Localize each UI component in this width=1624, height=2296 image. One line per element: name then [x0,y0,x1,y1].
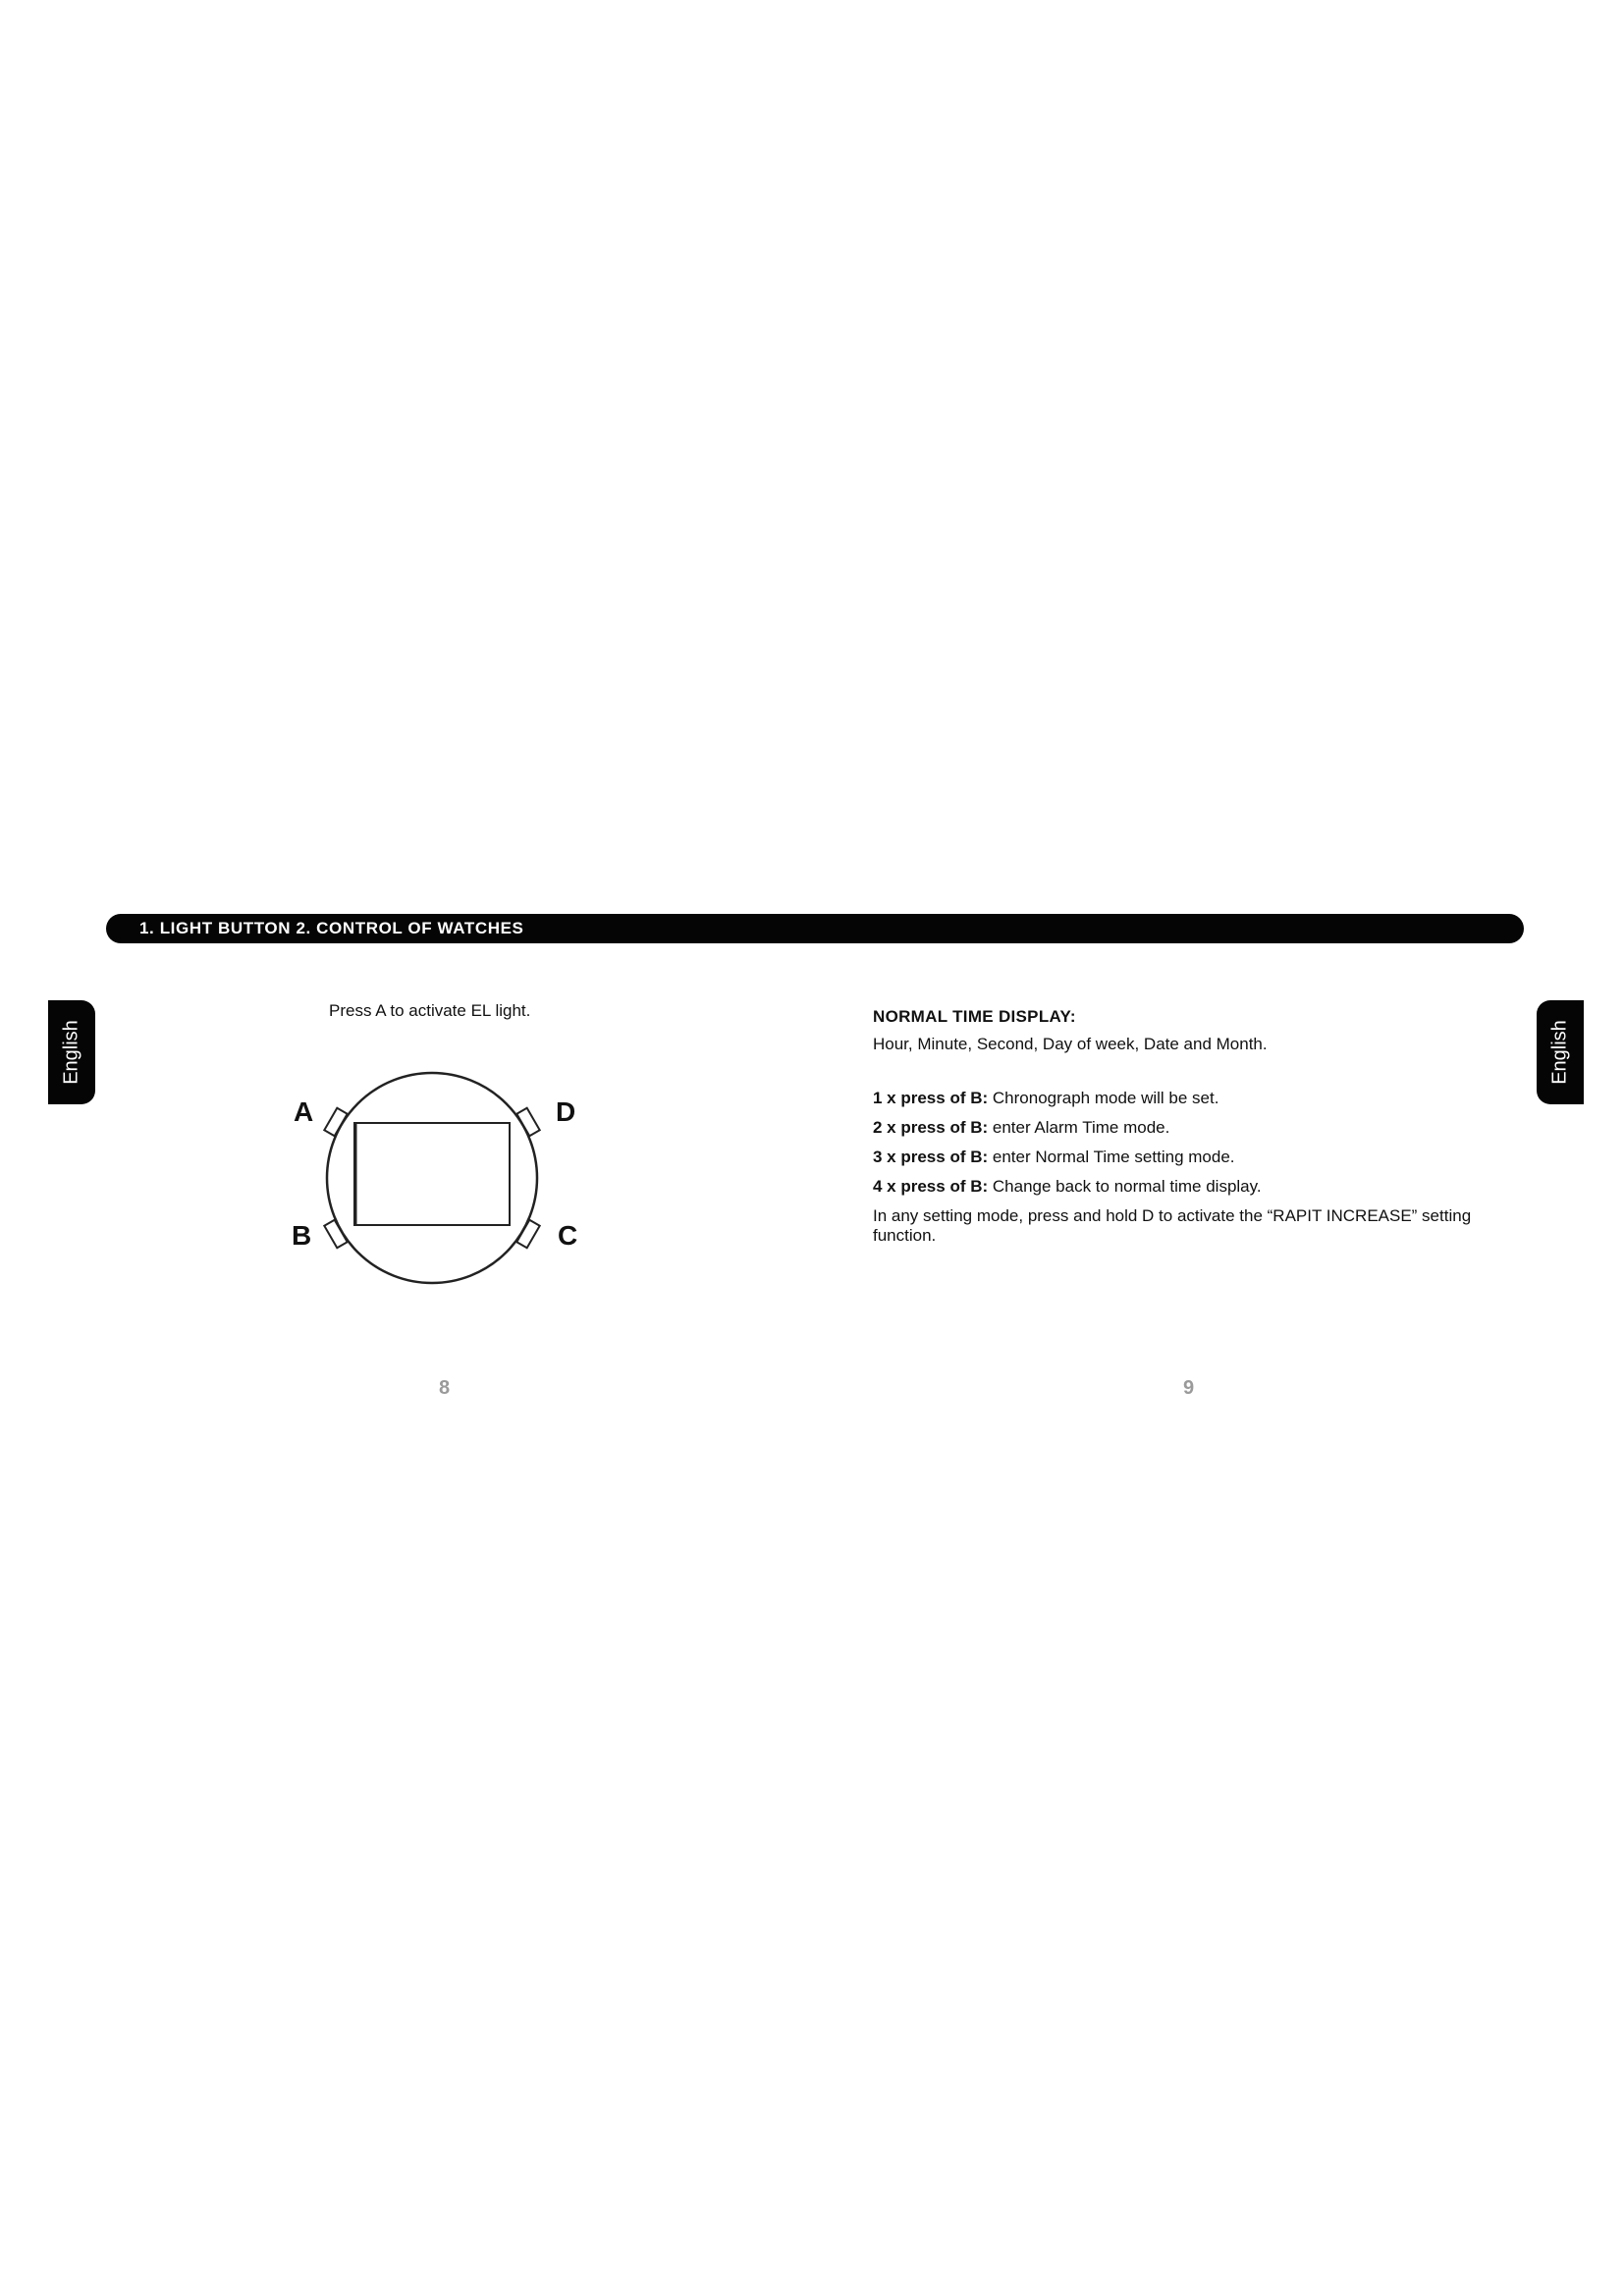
press-step-label: 3 x press of B: [873,1148,989,1166]
watch-display-outline [354,1123,510,1225]
normal-time-subtitle: Hour, Minute, Second, Day of week, Date and Month. [873,1035,1268,1053]
language-tab-label: English [1548,1020,1571,1085]
press-step-text: enter Normal Time setting mode. [992,1148,1235,1166]
press-step-label: 1 x press of B: [873,1089,989,1107]
press-step-label: 2 x press of B: [873,1118,989,1137]
watch-case-outline [327,1073,537,1283]
language-tab-left [48,1000,95,1104]
normal-time-heading: NORMAL TIME DISPLAY: [873,1007,1076,1026]
section-title: 1. LIGHT BUTTON 2. CONTROL OF WATCHES [139,919,524,937]
control-instructions [873,1007,1511,1255]
press-step [873,1118,1511,1138]
page-number-left: 8 [439,1377,451,1399]
language-tab-label: English [60,1020,82,1085]
page-number-right: 9 [1183,1377,1195,1399]
press-step-label: 4 x press of B: [873,1177,989,1196]
press-step-text: enter Alarm Time mode. [992,1118,1170,1137]
button-a-label: A [294,1096,314,1127]
rapid-increase-note: In any setting mode, press and hold D to activate the “RAPIT INCREASE” setting function. [873,1206,1472,1245]
button-b-label: B [292,1220,312,1251]
press-step [873,1089,1511,1108]
button-c-label: C [558,1220,578,1251]
button-d-label: D [556,1096,576,1127]
light-instruction-caption: Press A to activate EL light. [329,1001,531,1020]
section-header-bar [106,914,1524,943]
press-step-text: Change back to normal time display. [992,1177,1262,1196]
language-tab-right [1537,1000,1584,1104]
press-step-text: Chronograph mode will be set. [992,1089,1219,1107]
press-step [873,1177,1511,1197]
press-steps-list [873,1089,1511,1246]
press-step [873,1148,1511,1167]
watch-diagram [285,1060,579,1296]
